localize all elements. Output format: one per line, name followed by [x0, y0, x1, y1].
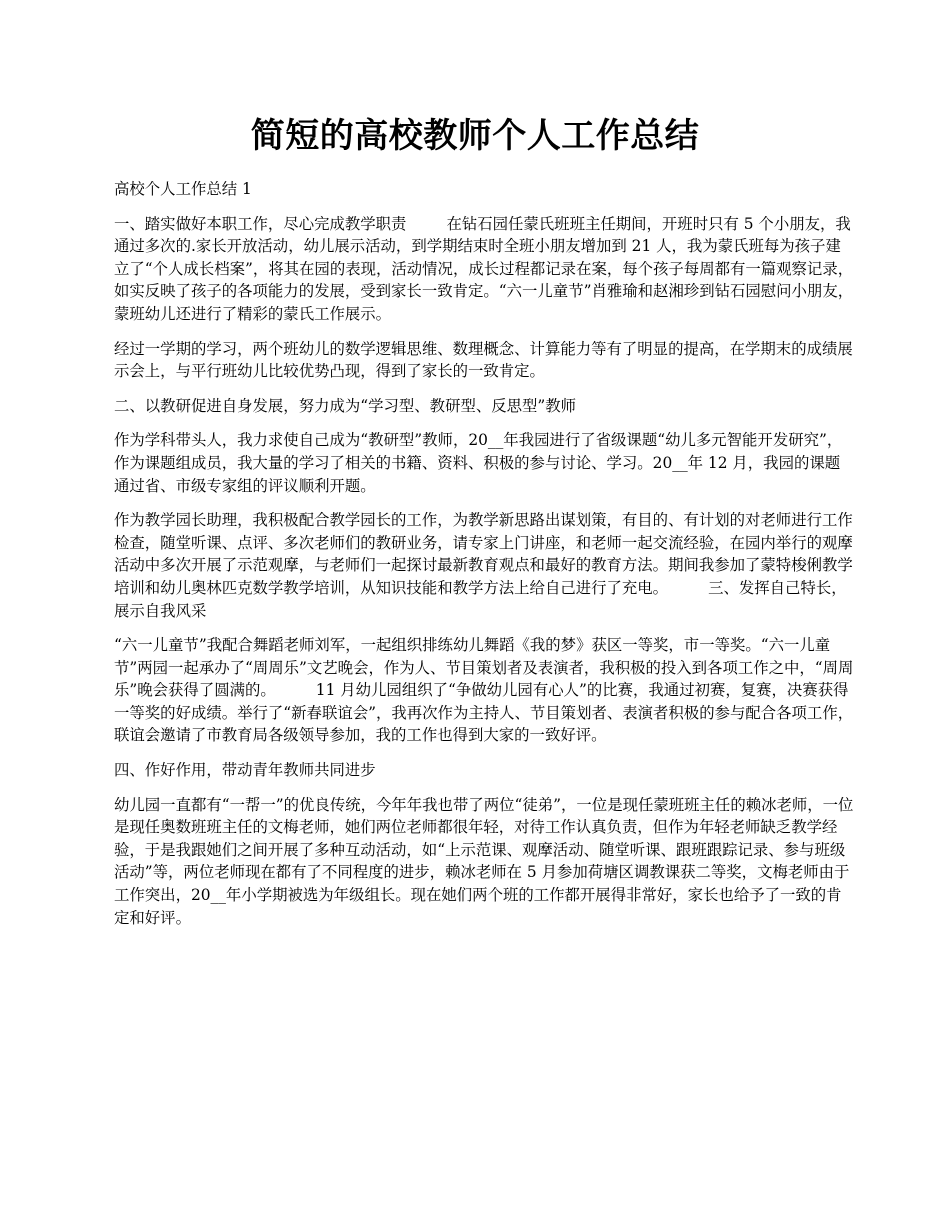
section-heading-3: 三、发挥自己特长，展示自我风采 [114, 578, 847, 620]
paragraph-1-heading: 一、踏实做好本职工作，尽心完成教学职责 [114, 214, 407, 233]
paragraph-1-body: 在钻石园任蒙氏班班主任期间，开班时只有 5 个小朋友，我通过多次的.家长开放活动，幼儿展示活动，到学期结束时全班小朋友增加到 21 人，我为蒙氏班每为孩子建立了“个人成长档案”，将其在园的表现，活动情况，成长过程都记录在案，每个孩子每周都有一篇观察记录，如实反映了孩子的各项能力的发展，受到家长一致肯定。“六一儿童节”肖雅瑜和赵湘珍到钻石园慰问小朋友，蒙班幼儿还进行了精彩的蒙氏工作展示。 [114, 214, 854, 323]
paragraph-3: 作为学科带头人，我力求使自己成为“教研型”教师，20__年我园进行了省级课题“幼儿多元智能开发研究”，作为课题组成员，我大量的学习了相关的书籍、资料、积极的参与讨论、学习。20__年 12 月，我园的课题通过省、市级专家组的评议顺利开题。 [114, 431, 843, 495]
paragraph-5-part-1: “六一儿童节”我配合舞蹈老师刘军，一起组织排练幼儿舞蹈《我的梦》获区一等奖，市一等奖。“六一儿童节”两园一起承办了“周周乐”文艺晚会，作为人、节目策划者及表演者，我积极的投入到各项工作之中，“周周乐”晚会获得了圆满的。 [114, 636, 854, 700]
document-title: 简短的高校教师个人工作总结 [250, 116, 700, 156]
paragraph-4 [114, 509, 854, 622]
document-body [114, 178, 854, 941]
section-heading-2: 二、以教研促进自身发展，努力成为“学习型、教研型、反思型”教师 [114, 396, 577, 415]
paragraph-6: 幼儿园一直都有“一帮一”的优良传统，今年年我也带了两位“徒弟”，一位是现任蒙班班主任的赖冰老师，一位是现任奥数班班主任的文梅老师，她们两位老师都很年轻，对待工作认真负责，但作为年轻老师缺乏教学经验，于是我跟她们之间开展了多种互动活动，如“上示范课、观摩活动、随堂听课、跟班跟踪记录、参与班级活动”等，两位老师现在都有了不同程度的进步，赖冰老师在 5 月参加荷塘区调教课获二等奖，文梅老师由于工作突出，20__年小学期被选为年级组长。现在她们两个班的工作都开展得非常好，家长也给予了一致的肯定和好评。 [114, 795, 854, 927]
document-subtitle: 高校个人工作总结 1 [114, 180, 252, 198]
paragraph-5-part-2: 11 月幼儿园组织了“争做幼儿园有心人”的比赛，我通过初赛，复赛，决赛获得一等奖的好成绩。举行了“新春联谊会”，我再次作为主持人、节目策划者、表演者积极的参与配合各项工作，联谊会邀请了市教育局各级领导参加，我的工作也得到大家的一致好评。 [114, 681, 854, 745]
paragraph-5 [114, 634, 854, 747]
paragraph-4-body: 作为教学园长助理，我积极配合教学园长的工作，为教学新思路出谋划策，有目的、有计划的对老师进行工作检查，随堂听课、点评、多次老师们的教研业务，请专家上门讲座，和老师一起交流经验，在园内举行的观摩活动中多次开展了示范观摩，与老师们一起探讨最新教育观点和最好的教育方法。期间我参加了蒙特梭俐教学培训和幼儿奥林匹克数学教学培训，从知识技能和教学方法上给自己进行了充电。 [114, 511, 853, 597]
paragraph-2: 经过一学期的学习，两个班幼儿的数学逻辑思维、数理概念、计算能力等有了明显的提高，在学期末的成绩展示会上，与平行班幼儿比较优势凸现，得到了家长的一致肯定。 [114, 339, 853, 381]
paragraph-1 [114, 213, 854, 326]
section-heading-4: 四、作好作用，带动青年教师共同进步 [114, 761, 376, 780]
